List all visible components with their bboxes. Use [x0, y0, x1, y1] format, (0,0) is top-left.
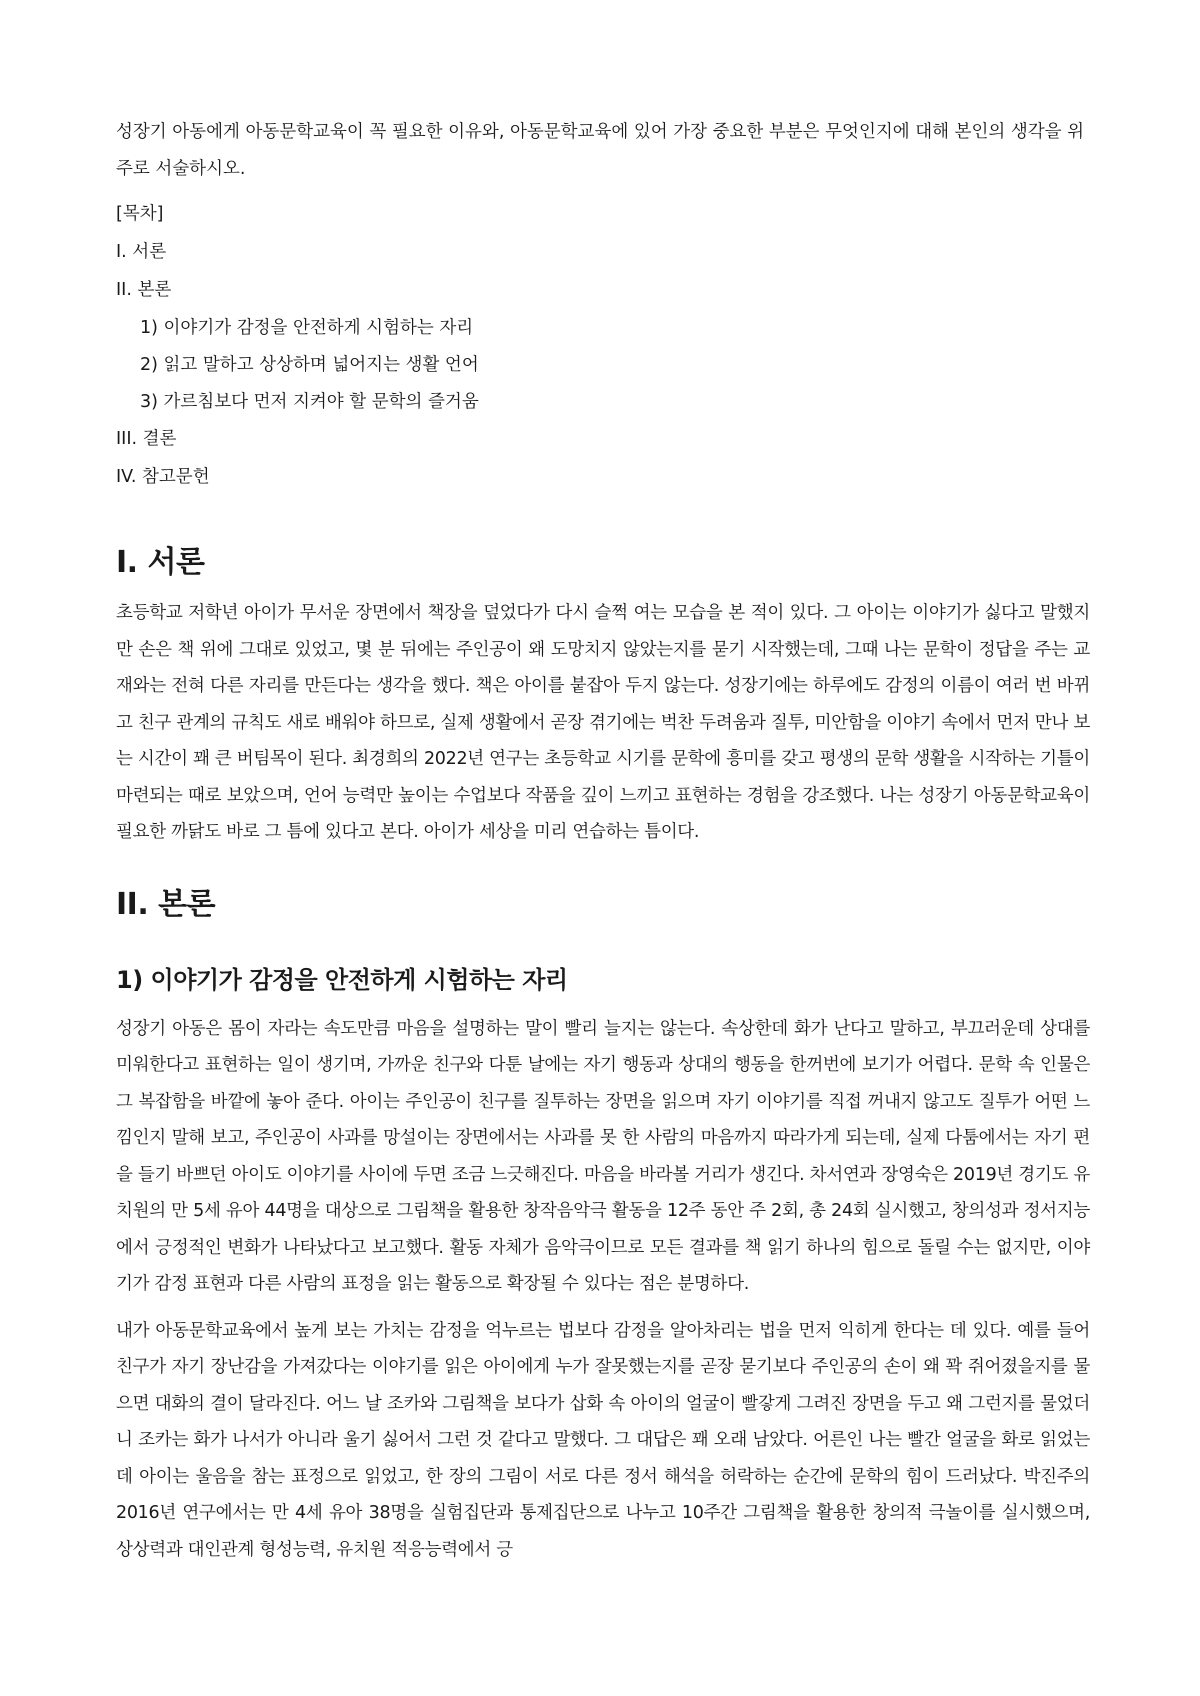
toc-title: [목차]: [116, 204, 164, 224]
intro-heading: I. 서론: [116, 545, 205, 580]
toc-item-body-2: 2) 읽고 말하고 상상하며 넓어지는 생활 언어: [140, 355, 479, 375]
toc-item-body: II. 본론: [116, 280, 172, 300]
body-subsection-1-paragraph-2: 내가 아동문학교육에서 높게 보는 가치는 감정을 억누르는 법보다 감정을 알아차리는 법을 먼저 익히게 한다는 데 있다. 예를 들어 친구가 자기 장난감을 가져갔다는 이야기를 읽은 아이에게 누가 잘못했는지를 곧장 묻기보다 주인공의 손이 왜 꽉 쥐어졌을지를 물으면 대화의 결이 달라진다. 어느 날 조카와 그림책을 보다가 삽화 속 아이의 얼굴이 빨갛게 그려진 장면을 두고 왜 그런지를 물었더니 조카는 화가 나서가 아니라 울기 싫어서 그런 것 같다고 말했다. 그 대답은 꽤 오래 남았다. 어른인 나는 빨간 얼굴을 화로 읽었는데 아이는 울음을 참는 표정으로 읽었고, 한 장의 그림이 서로 다른 정서 해석을 허락하는 순간에 문학의 힘이 드러났다. 박진주의 2016년 연구에서는 만 4세 유아 38명을 실험집단과 통제집단으로 나누고 10주간 그림책을 활용한 창의적 극놀이를 실시했으며, 상상력과 대인관계 형성능력, 유치원 적응능력에서 긍: [116, 1320, 1090, 1560]
toc-item-references: IV. 참고문헌: [116, 467, 210, 487]
toc-item-body-1: 1) 이야기가 감정을 안전하게 시험하는 자리: [140, 318, 474, 338]
body-subsection-1-heading: 1) 이야기가 감정을 안전하게 시험하는 자리: [116, 965, 568, 994]
body-subsection-1-paragraph-1: 성장기 아동은 몸이 자라는 속도만큼 마음을 설명하는 말이 빨리 늘지는 않는다. 속상한데 화가 난다고 말하고, 부끄러운데 상대를 미워한다고 표현하는 일이 생기며, 가까운 친구와 다툰 날에는 자기 행동과 상대의 행동을 한꺼번에 보기가 어렵다. 문학 속 인물은 그 복잡함을 바깥에 놓아 준다. 아이는 주인공이 친구를 질투하는 장면을 읽으며 자기 이야기를 직접 꺼내지 않고도 질투가 어떤 느낌인지 말해 보고, 주인공이 사과를 망설이는 장면에서는 사과를 못 한 사람의 마음까지 따라가게 되는데, 실제 다툼에서는 자기 편을 들기 바쁘던 아이도 이야기를 사이에 두면 조금 느긋해진다. 마음을 바라볼 거리가 생긴다. 차서연과 장영숙은 2019년 경기도 유치원의 만 5세 유아 44명을 대상으로 그림책을 활용한 창작음악극 활동을 12주 동안 주 2회, 총 24회 실시했고, 창의성과 정서지능에서 긍정적인 변화가 나타났다고 보고했다. 활동 자체가 음악극이므로 모든 결과를 책 읽기 하나의 힘으로 돌릴 수는 없지만, 이야기가 감정 표현과 다른 사람의 표정을 읽는 활동으로 확장될 수 있다는 점은 분명하다.: [116, 1018, 1090, 1294]
toc-item-conclusion: III. 결론: [116, 429, 177, 449]
assignment-prompt: 성장기 아동에게 아동문학교육이 꼭 필요한 이유와, 아동문학교육에 있어 가장 중요한 부분은 무엇인지에 대해 본인의 생각을 위주로 서술하시오.: [116, 122, 1085, 179]
table-of-contents: [116, 236, 1090, 493]
toc-item-intro: I. 서론: [116, 242, 167, 262]
body-heading: II. 본론: [116, 886, 216, 922]
toc-item-body-3: 3) 가르침보다 먼저 지켜야 할 문학의 즐거움: [140, 392, 479, 412]
intro-paragraph: 초등학교 저학년 아이가 무서운 장면에서 책장을 덮었다가 다시 슬쩍 여는 모습을 본 적이 있다. 그 아이는 이야기가 싫다고 말했지만 손은 책 위에 그대로 있었고, 몇 분 뒤에는 주인공이 왜 도망치지 않았는지를 묻기 시작했는데, 그때 나는 문학이 정답을 주는 교재와는 전혀 다른 자리를 만든다는 생각을 했다. 책은 아이를 붙잡아 두지 않는다. 성장기에는 하루에도 감정의 이름이 여러 번 바뀌고 친구 관계의 규칙도 새로 배워야 하므로, 실제 생활에서 곧장 겪기에는 벅찬 두려움과 질투, 미안함을 이야기 속에서 먼저 만나 보는 시간이 꽤 큰 버팀목이 된다. 최경희의 2022년 연구는 초등학교 시기를 문학에 흥미를 갖고 평생의 문학 생활을 시작하는 기틀이 마련되는 때로 보았으며, 언어 능력만 높이는 수업보다 작품을 깊이 느끼고 표현하는 경험을 강조했다. 나는 성장기 아동문학교육이 필요한 까닭도 바로 그 틈에 있다고 본다. 아이가 세상을 미리 연습하는 틈이다.: [116, 603, 1090, 842]
